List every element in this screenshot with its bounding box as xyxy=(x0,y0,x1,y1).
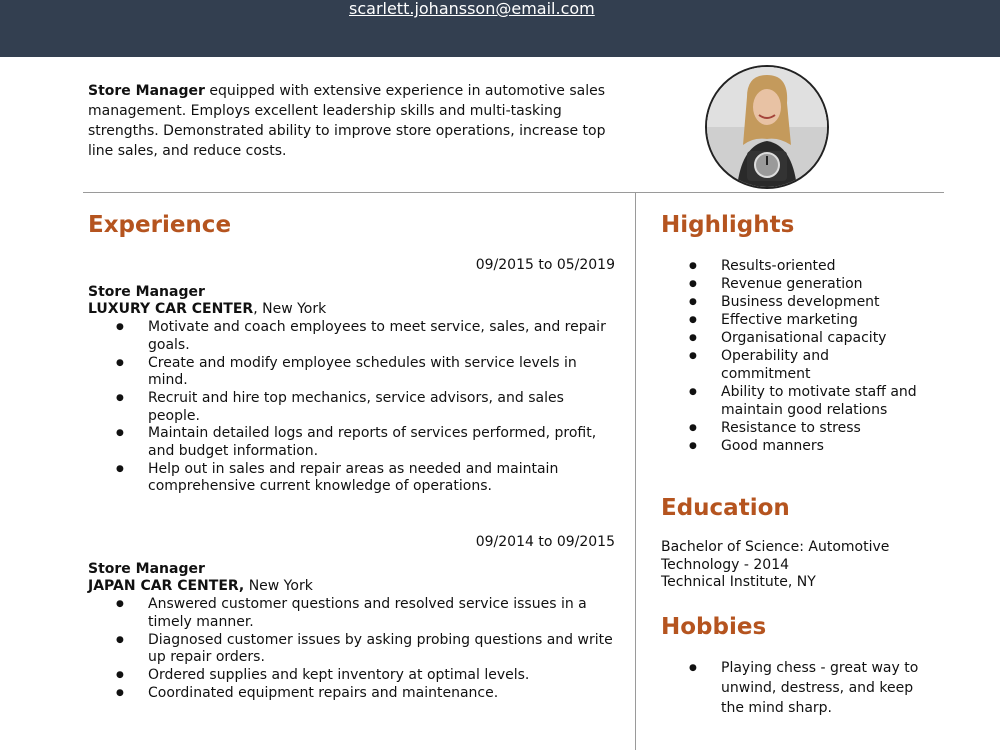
hobbies-list xyxy=(661,658,951,718)
job-company xyxy=(88,301,615,319)
horizontal-divider xyxy=(83,192,944,193)
job-entry xyxy=(88,534,615,702)
list-item: ● Coordinated equipment repairs and maintenance. xyxy=(88,685,615,703)
highlights-list xyxy=(661,257,951,455)
list-item: ● Revenue generation xyxy=(661,275,951,293)
profile-summary xyxy=(88,81,628,161)
list-item: ● Answered customer questions and resolved service issues in a timely manner. xyxy=(88,596,615,631)
job-dates: 09/2015 to 05/2019 xyxy=(475,257,615,273)
summary-text: equipped with extensive experience in automotive sales management. Employs excellent leadership skills and multi-tasking strengths. Demonstrated ability to improve store operations, increase top line sales, and reduce costs. xyxy=(88,83,606,159)
list-item: ● Recruit and hire top mechanics, service advisors, and sales people. xyxy=(88,390,615,425)
education-institution: Technical Institute, NY xyxy=(661,574,816,590)
highlights-heading: Highlights xyxy=(661,212,795,238)
list-item: ● Create and modify employee schedules with service levels in mind. xyxy=(88,355,615,390)
summary-role: Store Manager xyxy=(88,83,205,99)
portrait-icon xyxy=(707,67,827,187)
education-heading: Education xyxy=(661,495,790,521)
education-degree: Bachelor of Science: Automotive xyxy=(661,539,890,555)
job-dates: 09/2014 to 09/2015 xyxy=(475,534,615,550)
list-item: ● Operability and commitment xyxy=(661,347,871,383)
job-entry xyxy=(88,257,615,496)
list-item: ● Maintain detailed logs and reports of services performed, profit, and budget information. xyxy=(88,425,615,460)
job-role: Store Manager xyxy=(88,283,205,300)
company-name: JAPAN CAR CENTER, xyxy=(88,578,245,595)
list-item: ● Business development xyxy=(661,293,951,311)
education-details xyxy=(661,539,961,592)
list-item: ● Resistance to stress xyxy=(661,419,951,437)
job-role: Store Manager xyxy=(88,560,205,577)
header-bar xyxy=(0,0,1000,57)
list-item: ● Diagnosed customer issues by asking probing questions and write up repair orders. xyxy=(88,632,615,667)
job-bullets xyxy=(88,319,615,496)
list-item: ● Ordered supplies and kept inventory at optimal levels. xyxy=(88,667,615,685)
list-item: ● Ability to motivate staff and maintain good relations xyxy=(661,383,921,419)
company-location: New York xyxy=(244,578,313,595)
list-item: ● Results-oriented xyxy=(661,257,951,275)
education-year: Technology - 2014 xyxy=(661,556,790,573)
experience-heading: Experience xyxy=(88,212,232,238)
company-name: LUXURY CAR CENTER xyxy=(88,301,254,318)
list-item: ● Effective marketing xyxy=(661,311,951,329)
list-item: ● Good manners xyxy=(661,437,951,455)
job-bullets xyxy=(88,596,615,702)
job-company xyxy=(88,578,615,596)
company-location: , New York xyxy=(253,301,327,318)
profile-photo xyxy=(705,65,829,189)
list-item: ● Organisational capacity xyxy=(661,329,951,347)
column-divider xyxy=(635,193,636,750)
email-link[interactable]: scarlett.johansson@email.com xyxy=(349,0,595,18)
list-item: ● Playing chess - great way to unwind, destress, and keep the mind sharp. xyxy=(661,658,931,718)
list-item: ● Motivate and coach employees to meet service, sales, and repair goals. xyxy=(88,319,615,354)
list-item: ● Help out in sales and repair areas as needed and maintain comprehensive current knowledge of operations. xyxy=(88,461,615,496)
hobbies-heading: Hobbies xyxy=(661,614,767,640)
